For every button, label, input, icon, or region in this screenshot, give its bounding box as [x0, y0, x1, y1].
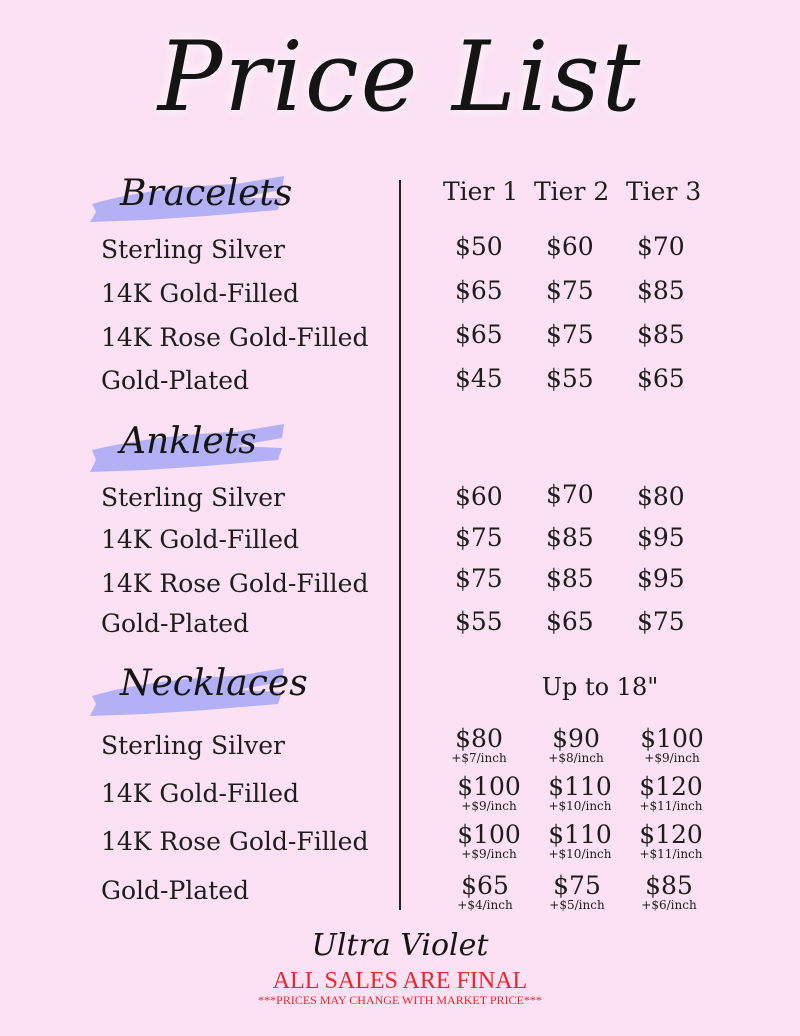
- page-title: Price List: [157, 21, 643, 133]
- item-name: 14K Gold-Filled: [101, 779, 300, 808]
- price-per-inch: +$5/inch: [549, 898, 605, 912]
- item-name: Sterling Silver: [101, 483, 285, 512]
- price-tier-1: $65: [455, 276, 503, 305]
- price-tier-2: [532, 871, 622, 912]
- price-value: $100: [457, 772, 521, 801]
- price-value: $80: [455, 724, 503, 753]
- price-value: $100: [457, 820, 521, 849]
- price-per-inch: +$9/inch: [461, 847, 517, 861]
- item-name: Sterling Silver: [101, 235, 285, 264]
- tier-2-header: Tier 2: [534, 177, 610, 206]
- column-divider: [399, 180, 401, 910]
- price-tier-2: $60: [546, 232, 594, 261]
- price-tier-3: $65: [637, 364, 685, 393]
- price-per-inch: +$7/inch: [451, 751, 507, 765]
- price-tier-1: [444, 820, 534, 861]
- price-per-inch: +$11/inch: [639, 799, 703, 813]
- price-tier-2: $75: [546, 276, 594, 305]
- price-tier-3: [627, 724, 717, 765]
- price-per-inch: +$10/inch: [548, 847, 612, 861]
- price-tier-3: [626, 772, 716, 813]
- price-per-inch: +$8/inch: [548, 751, 604, 765]
- price-tier-2: $85: [546, 523, 594, 552]
- tier-3-header: Tier 3: [626, 177, 702, 206]
- price-tier-3: $85: [637, 320, 685, 349]
- price-tier-3: $70: [637, 232, 685, 261]
- price-tier-1: $50: [455, 232, 503, 261]
- price-per-inch: +$4/inch: [457, 898, 513, 912]
- item-name: Gold-Plated: [101, 366, 250, 395]
- price-tier-3: $95: [637, 523, 685, 552]
- section-title: Necklaces: [120, 663, 308, 704]
- price-value: $120: [639, 820, 703, 849]
- price-tier-3: $85: [637, 276, 685, 305]
- price-tier-1: $75: [455, 564, 503, 593]
- price-value: $110: [548, 820, 612, 849]
- section-label-anklets: [86, 412, 286, 474]
- item-name: Gold-Plated: [101, 876, 250, 905]
- price-tier-2: $65: [546, 607, 594, 636]
- item-name: 14K Rose Gold-Filled: [101, 827, 369, 856]
- item-name: 14K Rose Gold-Filled: [101, 569, 369, 598]
- price-tier-3: [624, 871, 714, 912]
- section-label-necklaces: [86, 654, 308, 716]
- price-tier-2: $55: [546, 364, 594, 393]
- price-per-inch: +$10/inch: [548, 799, 612, 813]
- price-tier-1: [444, 772, 534, 813]
- item-name: Gold-Plated: [101, 609, 250, 638]
- price-per-inch: +$9/inch: [644, 751, 700, 765]
- price-value: $85: [645, 871, 693, 900]
- price-value: $90: [552, 724, 600, 753]
- sales-final-notice: ALL SALES ARE FINAL: [272, 968, 528, 994]
- price-tier-1: $45: [455, 364, 503, 393]
- price-tier-3: $75: [637, 607, 685, 636]
- price-tier-1: $60: [455, 482, 503, 511]
- price-tier-2: $70: [546, 480, 594, 509]
- price-tier-1: [440, 871, 530, 912]
- price-per-inch: +$9/inch: [461, 799, 517, 813]
- tier-1-header: Tier 1: [443, 177, 519, 206]
- price-tier-2: [531, 724, 621, 765]
- price-value: $120: [639, 772, 703, 801]
- price-tier-3: [626, 820, 716, 861]
- price-tier-1: $55: [455, 607, 503, 636]
- price-value: $110: [548, 772, 612, 801]
- price-tier-1: $65: [455, 320, 503, 349]
- section-label-bracelets: [86, 164, 293, 226]
- price-tier-1: $75: [455, 523, 503, 552]
- necklace-length-note: Up to 18": [541, 673, 659, 701]
- item-name: 14K Rose Gold-Filled: [101, 323, 369, 352]
- item-name: 14K Gold-Filled: [101, 279, 300, 308]
- item-name: 14K Gold-Filled: [101, 525, 300, 554]
- section-title: Bracelets: [120, 173, 293, 214]
- price-tier-1: [434, 724, 524, 765]
- price-change-notice: ***PRICES MAY CHANGE WITH MARKET PRICE***: [258, 993, 542, 1007]
- price-tier-2: $75: [546, 320, 594, 349]
- price-tier-3: $95: [637, 564, 685, 593]
- price-tier-2: $85: [546, 564, 594, 593]
- price-per-inch: +$6/inch: [641, 898, 697, 912]
- section-title: Anklets: [120, 421, 257, 462]
- price-tier-3: $80: [637, 482, 685, 511]
- price-tier-2: [535, 772, 625, 813]
- price-value: $100: [640, 724, 704, 753]
- item-name: Sterling Silver: [101, 731, 285, 760]
- price-value: $75: [553, 871, 601, 900]
- price-value: $65: [461, 871, 509, 900]
- brand-name: Ultra Violet: [311, 928, 489, 963]
- price-tier-2: [535, 820, 625, 861]
- price-per-inch: +$11/inch: [639, 847, 703, 861]
